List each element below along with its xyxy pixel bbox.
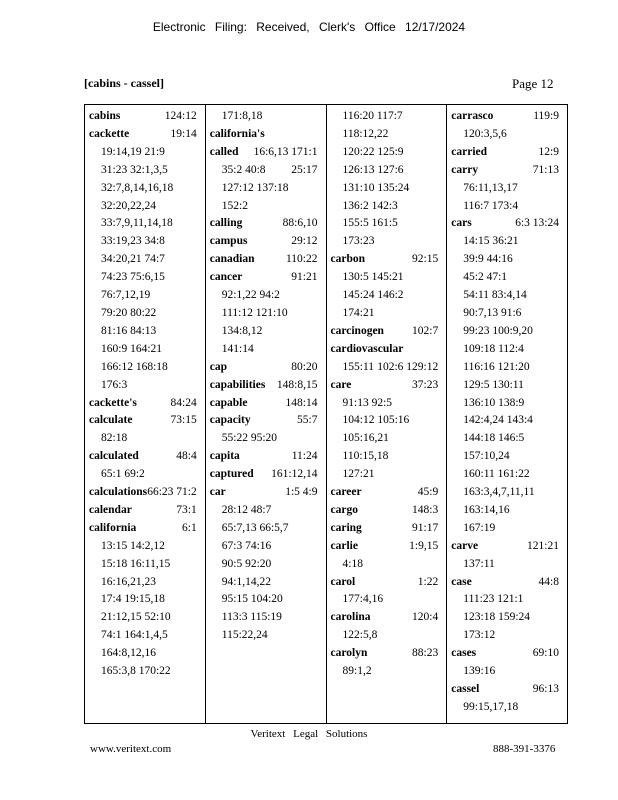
index-reference: 25:17 xyxy=(291,163,318,176)
index-reference: 148:8,15 xyxy=(276,378,318,391)
index-reference: 71:13 xyxy=(532,163,559,176)
index-term: carbon 92:15 xyxy=(331,251,447,269)
index-reference: 110:15,18 xyxy=(342,450,389,463)
index-reference: 33:19,23 34:8 xyxy=(101,235,165,248)
index-entry xyxy=(331,251,447,323)
index-reference: 73:15 xyxy=(170,414,197,427)
index-entry xyxy=(210,359,326,377)
index-reference: 118:12,22 xyxy=(342,127,389,140)
index-entry xyxy=(210,251,326,269)
index-term: carve 121:21 xyxy=(451,538,567,556)
index-reference: 139:16 xyxy=(463,665,496,678)
index-reference: 134:8,12 xyxy=(221,324,263,337)
index-entry xyxy=(451,574,567,646)
index-term: capita 11:24 xyxy=(210,448,326,466)
index-term: cargo 148:3 xyxy=(331,502,447,520)
index-reference: 124:12 xyxy=(164,110,197,122)
index-reference: 17:4 19:15,18 xyxy=(101,593,165,606)
index-reference: 174:21 xyxy=(342,306,375,319)
index-reference: 34:20,21 74:7 xyxy=(101,253,165,266)
index-reference: 177:4,16 xyxy=(342,593,384,606)
index-column-2 xyxy=(206,105,327,723)
index-entry xyxy=(331,609,447,645)
index-term: carlie 1:9,15 xyxy=(331,538,447,556)
index-term: carcinogen 102:7 xyxy=(331,323,447,341)
index-reference: 131:10 135:24 xyxy=(342,181,410,194)
index-entry xyxy=(331,323,447,341)
index-entry xyxy=(89,502,205,520)
index-reference: 105:16,21 xyxy=(342,432,389,445)
index-entry xyxy=(210,448,326,466)
index-entry xyxy=(89,126,205,395)
index-reference: 164:8,12,16 xyxy=(101,647,156,660)
index-reference: 160:9 164:21 xyxy=(101,342,163,355)
index-reference: 76:7,12,19 xyxy=(101,289,151,302)
index-term: cardiovascular 102:6 129:12 xyxy=(331,341,447,359)
index-reference: 92:15 xyxy=(412,253,439,266)
index-reference: 28:12 48:7 xyxy=(221,503,272,516)
index-reference: 142:4,24 143:4 xyxy=(463,414,533,427)
index-reference: 148:14 xyxy=(285,396,318,409)
index-reference: 65:7,13 66:5,7 xyxy=(221,521,289,534)
index-reference: 95:15 104:20 xyxy=(221,593,283,606)
index-reference: 110:22 xyxy=(285,253,318,266)
index-reference: 126:13 127:6 xyxy=(342,163,404,176)
index-term: capabilities 148:8,15 xyxy=(210,377,326,395)
index-reference: 115:22,24 xyxy=(221,629,268,642)
index-reference: 21:12,15 52:10 xyxy=(101,611,171,624)
index-entry xyxy=(451,162,567,216)
index-reference: 127:12 137:18 xyxy=(221,181,289,194)
index-entry xyxy=(331,108,447,251)
index-entry xyxy=(210,484,326,645)
footer-company: Veritext Legal Solutions xyxy=(250,728,368,740)
index-entry xyxy=(210,377,326,395)
index-reference: 1:9,15 xyxy=(409,539,439,552)
index-reference: 12:9 xyxy=(538,145,559,158)
index-reference: 6:3 13:24 xyxy=(515,217,559,230)
index-term: capable 148:14 xyxy=(210,395,326,413)
index-reference: 152:2 xyxy=(221,199,248,212)
index-reference: 130:5 145:21 xyxy=(342,271,404,284)
index-entry xyxy=(210,215,326,233)
index-entry xyxy=(210,412,326,448)
index-reference: 16:16,21,23 xyxy=(101,575,156,588)
index-entry xyxy=(89,395,205,413)
index-reference: 116:16 121:20 xyxy=(463,360,530,373)
index-reference: 160:11 161:22 xyxy=(463,468,530,481)
index-term: california's 16:6,13 171:1 xyxy=(210,126,326,144)
index-reference: 15:18 16:11,15 xyxy=(101,557,171,570)
index-reference: 116:20 117:7 xyxy=(342,110,403,122)
index-reference: 116:7 173:4 xyxy=(463,199,519,212)
word-index-table xyxy=(84,104,568,724)
index-reference: 79:20 80:22 xyxy=(101,306,157,319)
index-term: cassel 96:13 xyxy=(451,681,567,699)
index-term: cars 6:3 13:24 xyxy=(451,215,567,233)
index-entry xyxy=(331,538,447,574)
index-term: calculations 66:23 71:2 xyxy=(89,484,205,502)
index-reference: 91:21 xyxy=(291,271,318,284)
index-term: cackette's 84:24 xyxy=(89,395,205,413)
index-reference: 6:1 xyxy=(182,521,197,534)
index-reference: 88:6,10 xyxy=(282,217,318,230)
index-reference: 32:7,8,14,16,18 xyxy=(101,181,174,194)
index-entry xyxy=(89,448,205,484)
index-reference: 82:18 xyxy=(101,432,128,445)
index-reference: 176:3 xyxy=(101,378,128,391)
index-term: captured 161:12,14 xyxy=(210,466,326,484)
index-reference: 167:19 xyxy=(463,521,496,534)
index-reference: 89:1,2 xyxy=(342,665,372,678)
index-reference: 84:24 xyxy=(170,396,197,409)
index-reference: 141:14 xyxy=(221,342,254,355)
index-reference: 1:22 xyxy=(417,575,439,588)
index-reference: 111:12 121:10 xyxy=(221,306,288,319)
index-reference: 37:23 xyxy=(412,378,439,391)
index-term: cap 80:20 xyxy=(210,359,326,377)
index-reference: 173:23 xyxy=(342,235,375,248)
index-entry xyxy=(210,466,326,484)
index-reference: 48:4 xyxy=(176,450,197,463)
index-reference: 173:12 xyxy=(463,629,496,642)
index-entry xyxy=(331,484,447,502)
index-term: capacity 55:7 xyxy=(210,412,326,430)
index-reference: 102:7 xyxy=(412,324,439,337)
index-reference: 14:15 36:21 xyxy=(463,235,519,248)
index-reference: 91:13 92:5 xyxy=(342,396,393,409)
index-reference: 155:11 xyxy=(342,360,375,373)
index-reference: 161:12,14 xyxy=(271,468,318,481)
index-reference: 11:24 xyxy=(291,450,318,463)
index-reference: 74:1 164:1,4,5 xyxy=(101,629,168,642)
index-entry xyxy=(210,108,326,126)
index-reference: 67:3 74:16 xyxy=(221,539,272,552)
index-reference: 96:13 xyxy=(532,683,559,695)
index-reference: 19:14 xyxy=(170,127,197,140)
index-reference: 45:9 xyxy=(417,486,439,499)
index-entry xyxy=(89,412,205,448)
index-reference: 166:12 168:18 xyxy=(101,360,168,373)
index-reference: 19:14,19 21:9 xyxy=(101,145,165,158)
index-reference: 129:5 130:11 xyxy=(463,378,524,391)
index-reference: 119:9 xyxy=(533,110,559,122)
index-term: cancer 91:21 xyxy=(210,269,326,287)
index-entry xyxy=(89,484,205,502)
index-term: carolina 120:4 xyxy=(331,609,447,627)
index-reference: 88:23 xyxy=(412,647,439,660)
index-reference: 13:15 14:2,12 xyxy=(101,539,165,552)
index-reference: 44:8 xyxy=(538,575,559,588)
index-term: career 45:9 xyxy=(331,484,447,502)
index-reference: 39:9 44:16 xyxy=(463,253,513,266)
index-reference: 148:3 xyxy=(412,503,439,516)
index-entry xyxy=(451,144,567,162)
index-entry xyxy=(331,502,447,520)
index-reference: 165:3,8 170:22 xyxy=(101,665,171,678)
index-reference: 65:1 69:2 xyxy=(101,468,145,481)
index-reference: 136:10 138:9 xyxy=(463,396,525,409)
footer-phone: 888-391-3376 xyxy=(493,743,556,755)
index-entry xyxy=(210,395,326,413)
index-reference: 29:12 xyxy=(291,235,318,248)
index-term: canadian 110:22 xyxy=(210,251,326,269)
index-reference: 99:23 100:9,20 xyxy=(463,324,533,337)
index-entry xyxy=(89,520,205,681)
index-reference: 111:23 121:1 xyxy=(463,593,524,606)
page-number: Page 12 xyxy=(512,76,554,91)
index-reference: 31:23 32:1,3,5 xyxy=(101,163,168,176)
index-entry xyxy=(210,233,326,251)
index-term: calendar 73:1 xyxy=(89,502,205,520)
index-reference: 55:22 95:20 xyxy=(221,432,278,445)
index-reference: 120:22 125:9 xyxy=(342,145,404,158)
index-reference: 32:20,22,24 xyxy=(101,199,156,212)
electronic-filing-stamp: Electronic Filing: Received, Clerk's Office 12/17/2024 xyxy=(152,20,466,34)
index-reference: 74:23 75:6,15 xyxy=(101,271,165,284)
index-reference: 113:3 115:19 xyxy=(221,611,282,624)
index-reference: 94:1,14,22 xyxy=(221,575,271,588)
index-term: car 1:5 4:9 xyxy=(210,484,326,502)
index-reference: 16:6,13 171:1 xyxy=(253,145,318,158)
index-range: [cabins - cassel] xyxy=(84,76,164,90)
index-entry xyxy=(331,574,447,610)
index-term: california 6:1 xyxy=(89,520,205,538)
index-reference: 123:18 159:24 xyxy=(463,611,531,624)
index-term: carrasco 119:9 xyxy=(451,108,567,126)
index-reference: 163:3,4,7,11,11 xyxy=(463,486,535,499)
index-term: cases 69:10 xyxy=(451,645,567,663)
index-term: cabins 124:12 xyxy=(89,108,205,126)
index-reference: 91:17 xyxy=(412,521,439,534)
index-column-4 xyxy=(447,105,567,723)
index-term: care 37:23 xyxy=(331,377,447,395)
index-reference: 55:7 xyxy=(297,414,318,427)
index-reference: 1:5 4:9 xyxy=(285,486,318,499)
index-term: cackette 19:14 xyxy=(89,126,205,144)
index-term: calling 88:6,10 xyxy=(210,215,326,233)
index-term: carolyn 88:23 xyxy=(331,645,447,663)
index-entry xyxy=(451,538,567,574)
index-entry xyxy=(89,108,205,126)
index-reference: 127:21 xyxy=(342,468,375,481)
index-reference: 4:18 xyxy=(342,557,363,570)
index-entry xyxy=(331,377,447,484)
index-reference: 35:2 40:8 xyxy=(221,163,266,176)
index-reference: 136:2 142:3 xyxy=(342,199,398,212)
index-entry xyxy=(331,520,447,538)
index-reference: 80:20 xyxy=(291,360,318,373)
index-term: carried 12:9 xyxy=(451,144,567,162)
index-reference: 99:15,17,18 xyxy=(463,700,519,713)
index-entry xyxy=(451,108,567,144)
index-reference: 102:6 129:12 xyxy=(377,360,439,373)
index-reference: 73:1 xyxy=(176,503,197,516)
index-column-1 xyxy=(85,105,206,723)
index-reference: 76:11,13,17 xyxy=(463,181,518,194)
index-reference: 137:11 xyxy=(463,557,495,570)
index-term: calculate 73:15 xyxy=(89,412,205,430)
index-reference: 90:5 92:20 xyxy=(221,557,272,570)
index-reference: 122:5,8 xyxy=(342,629,378,642)
index-entry xyxy=(451,645,567,681)
index-term: calculated 48:4 xyxy=(89,448,205,466)
index-entry xyxy=(210,269,326,359)
index-reference: 144:18 146:5 xyxy=(463,432,525,445)
index-entry xyxy=(451,215,567,537)
index-reference: 109:18 112:4 xyxy=(463,342,524,355)
index-reference: 66:23 71:2 xyxy=(147,486,197,499)
index-reference: 69:10 xyxy=(532,647,559,660)
index-term: carry 71:13 xyxy=(451,162,567,180)
index-term: case 44:8 xyxy=(451,574,567,592)
index-reference: 81:16 84:13 xyxy=(101,324,157,337)
index-term: called 25:17 xyxy=(210,144,326,162)
index-entry xyxy=(451,681,567,717)
index-entry xyxy=(209,126,326,158)
index-reference: 90:7,13 91:6 xyxy=(463,306,522,319)
index-reference: 157:10,24 xyxy=(463,450,510,463)
index-reference: 33:7,9,11,14,18 xyxy=(101,217,173,230)
index-term: carol 1:22 xyxy=(331,574,447,592)
index-column-3 xyxy=(327,105,448,723)
index-reference: 104:12 105:16 xyxy=(342,414,410,427)
index-entry xyxy=(331,645,447,681)
index-reference: 92:1,22 94:2 xyxy=(221,289,280,302)
index-reference: 163:14,16 xyxy=(463,503,510,516)
index-reference: 121:21 xyxy=(527,539,559,552)
index-reference: 45:2 47:1 xyxy=(463,271,508,284)
index-term: caring 91:17 xyxy=(331,520,447,538)
index-reference: 155:5 161:5 xyxy=(342,217,398,230)
index-reference: 171:8,18 xyxy=(221,110,263,122)
index-reference: 54:11 83:4,14 xyxy=(463,289,527,302)
index-entry xyxy=(331,341,447,377)
index-reference: 120:3,5,6 xyxy=(463,127,507,140)
footer-website: www.veritext.com xyxy=(90,743,172,755)
index-reference: 145:24 146:2 xyxy=(342,289,404,302)
index-term: campus 29:12 xyxy=(210,233,326,251)
index-reference: 120:4 xyxy=(412,611,439,624)
